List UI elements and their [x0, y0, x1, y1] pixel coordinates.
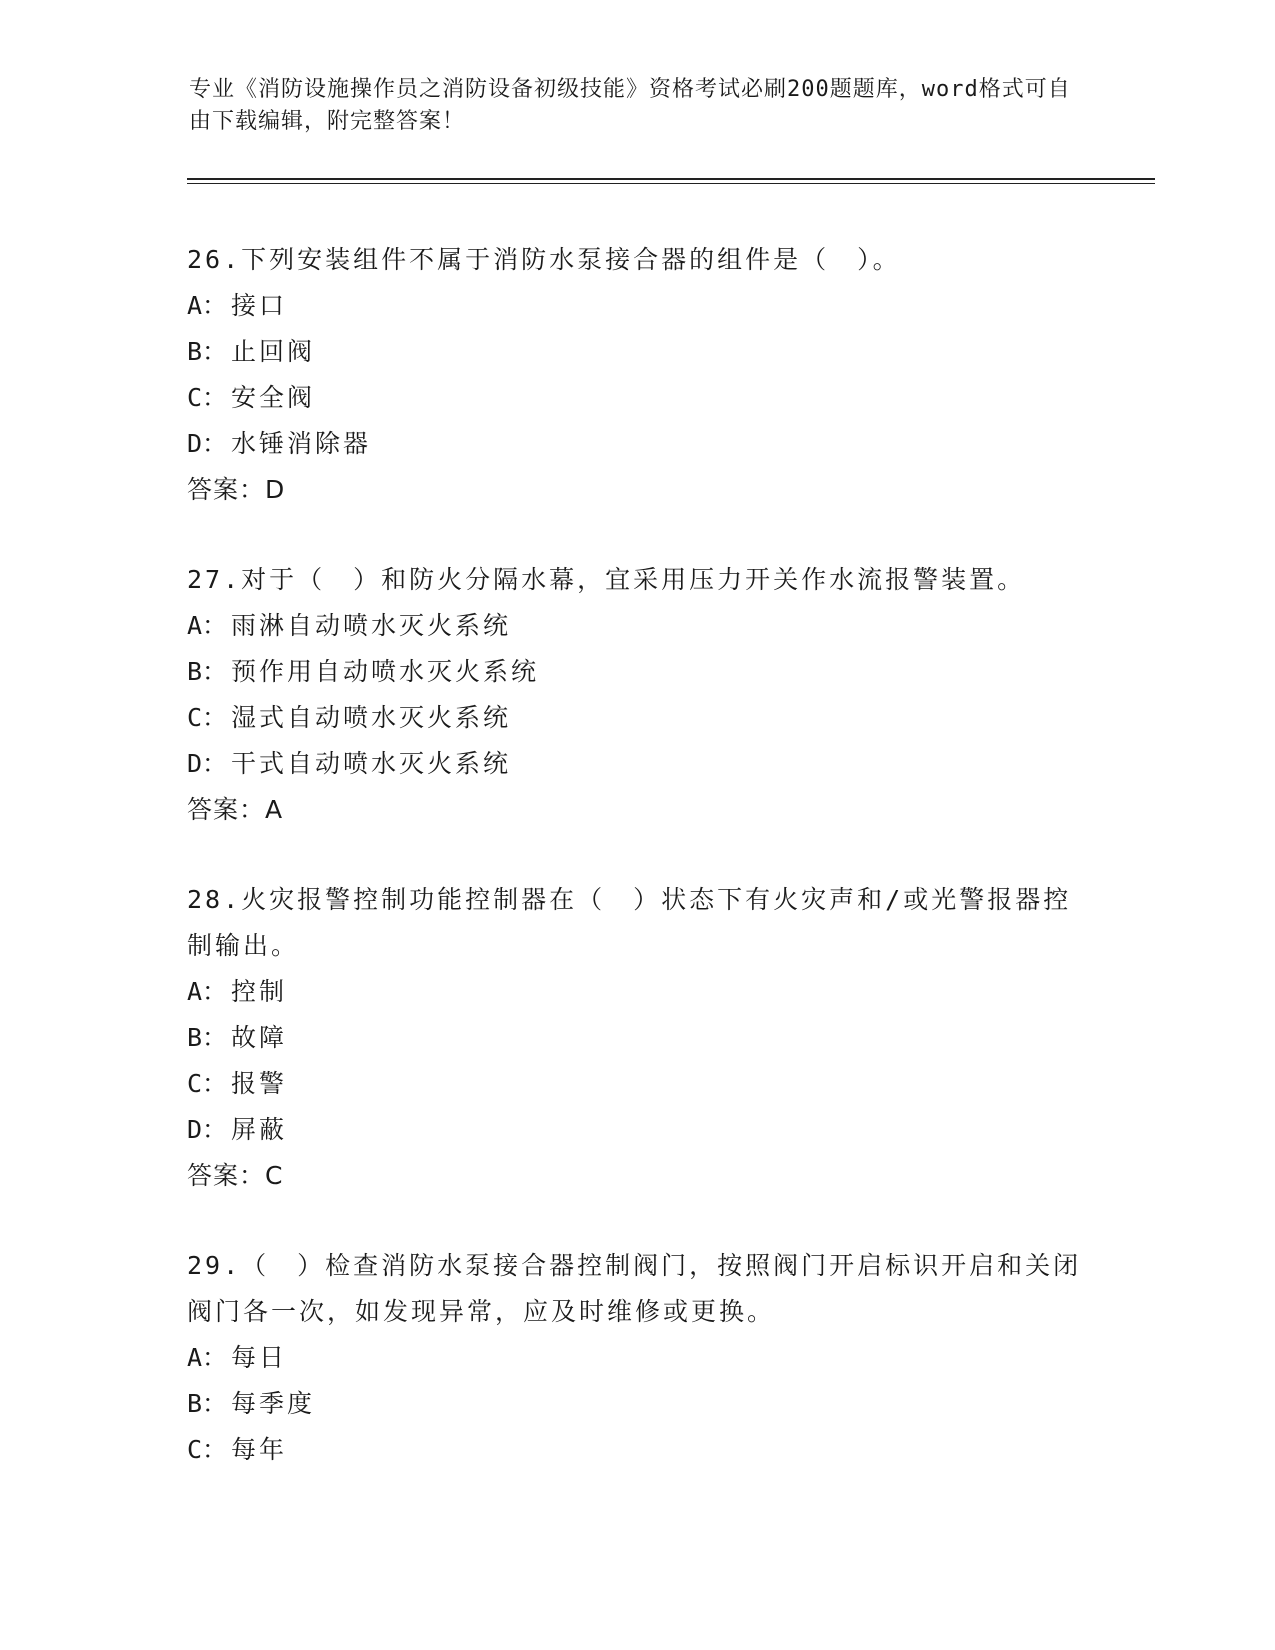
option-c: [187, 695, 1087, 741]
question-27: [187, 557, 1087, 833]
option-a: [187, 969, 1087, 1015]
option-text: 湿式自动喷水灭火系统: [231, 703, 512, 732]
option-letter: B：: [187, 337, 228, 366]
option-text: 雨淋自动喷水灭火系统: [231, 611, 512, 640]
option-letter: C：: [187, 703, 228, 732]
option-a: [187, 1335, 1087, 1381]
option-text: 每季度: [231, 1389, 316, 1418]
question-26: [187, 237, 1087, 513]
option-letter: D：: [187, 429, 228, 458]
option-text: 接口: [231, 291, 288, 320]
option-b: [187, 329, 1087, 375]
answer-key: 答案：C: [187, 1161, 284, 1190]
option-d: [187, 1107, 1087, 1153]
header-divider: [187, 178, 1155, 180]
option-text: 预作用自动喷水灭火系统: [231, 657, 540, 686]
option-text: 止回阀: [231, 337, 316, 366]
option-letter: C：: [187, 383, 228, 412]
option-a: [187, 283, 1087, 329]
option-letter: D：: [187, 749, 228, 778]
option-letter: B：: [187, 657, 228, 686]
option-letter: C：: [187, 1435, 228, 1464]
option-text: 水锤消除器: [231, 429, 372, 458]
question-stem: 28.火灾报警控制功能控制器在（ ）状态下有火灾声和/或光警报器控制输出。: [187, 885, 1072, 960]
answer-key: 答案：D: [187, 475, 286, 504]
option-letter: A：: [187, 977, 228, 1006]
option-letter: C：: [187, 1069, 228, 1098]
option-text: 故障: [231, 1023, 288, 1052]
option-text: 每日: [231, 1343, 288, 1372]
question-28: [187, 877, 1087, 1199]
answer-key: 答案：A: [187, 795, 284, 824]
option-letter: A：: [187, 1343, 228, 1372]
option-d: [187, 741, 1087, 787]
option-text: 报警: [231, 1069, 288, 1098]
option-text: 安全阀: [231, 383, 316, 412]
question-stem: 26.下列安装组件不属于消防水泵接合器的组件是（ ）。: [187, 245, 901, 274]
option-text: 干式自动喷水灭火系统: [231, 749, 512, 778]
question-29: [187, 1243, 1087, 1473]
option-letter: B：: [187, 1389, 228, 1418]
header-divider-thin: [187, 183, 1155, 184]
question-list: [187, 237, 1087, 1517]
option-letter: A：: [187, 611, 228, 640]
question-stem: 27.对于（ ）和防火分隔水幕，宜采用压力开关作水流报警装置。: [187, 565, 1026, 594]
option-letter: B：: [187, 1023, 228, 1052]
option-c: [187, 1427, 1087, 1473]
option-letter: D：: [187, 1115, 228, 1144]
option-c: [187, 375, 1087, 421]
option-text: 屏蔽: [231, 1115, 288, 1144]
document-header: 专业《消防设施操作员之消防设备初级技能》资格考试必刷200题题库，word格式可自由下载编辑，附完整答案！: [189, 77, 1071, 134]
option-text: 控制: [231, 977, 288, 1006]
option-text: 每年: [231, 1435, 288, 1464]
option-letter: A：: [187, 291, 228, 320]
option-c: [187, 1061, 1087, 1107]
option-a: [187, 603, 1087, 649]
option-b: [187, 1381, 1087, 1427]
option-b: [187, 649, 1087, 695]
option-d: [187, 421, 1087, 467]
question-stem: 29.（ ）检查消防水泵接合器控制阀门，按照阀门开启标识开启和关闭阀门各一次，如发现异常，应及时维修或更换。: [187, 1251, 1082, 1326]
option-b: [187, 1015, 1087, 1061]
